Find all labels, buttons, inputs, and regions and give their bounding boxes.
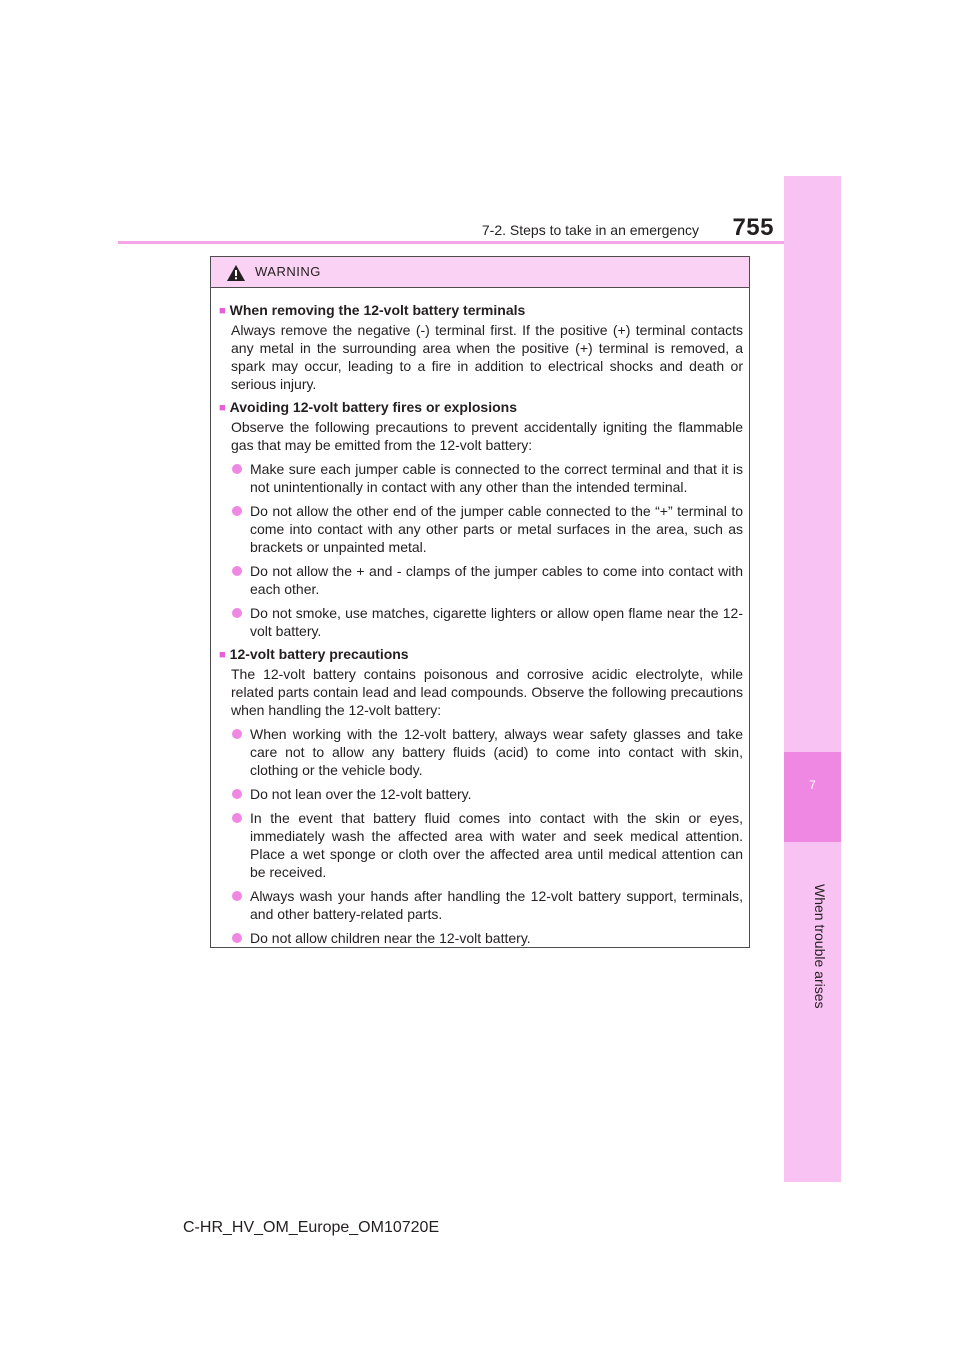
round-bullet-icon <box>232 608 242 618</box>
warning-box <box>210 256 750 948</box>
list-item <box>250 460 743 496</box>
list-item <box>250 887 743 923</box>
section-heading-text: 12-volt battery precautions <box>229 646 409 662</box>
section-heading <box>219 398 743 417</box>
list-item-text: Make sure each jumper cable is connected to the correct terminal and that it is not unintentionally in contact with any other than the intended terminal. <box>250 461 743 495</box>
list-item <box>250 562 743 598</box>
document-id-footer: C-HR_HV_OM_Europe_OM10720E <box>183 1219 440 1236</box>
round-bullet-icon <box>232 729 242 739</box>
list-item <box>250 785 743 803</box>
round-bullet-icon <box>232 506 242 516</box>
warning-label: WARNING <box>255 264 321 279</box>
section-paragraph: The 12-volt battery contains poisonous and corrosive acidic electrolyte, while related parts contain lead and lead compounds. Observe the following precautions when handling the 12-volt battery: <box>231 666 743 718</box>
warning-header <box>211 257 749 288</box>
round-bullet-icon <box>232 566 242 576</box>
list-item-text: In the event that battery fluid comes into contact with the skin or eyes, immediately wash the affected area with water and seek medical attention. Place a wet sponge or cloth over the affected area until medical attention can be received. <box>250 810 743 880</box>
list-item-text: Do not allow children near the 12-volt battery. <box>250 930 531 946</box>
section-paragraph: Always remove the negative (-) terminal first. If the positive (+) terminal contacts any metal in the surrounding area when the positive (+) terminal is removed, a spark may occur, leading to a fire in addition to electrical shocks and death or serious injury. <box>231 322 743 392</box>
warning-triangle-icon <box>226 264 246 287</box>
list-item <box>250 929 743 947</box>
round-bullet-icon <box>232 891 242 901</box>
section-heading-text: Avoiding 12-volt battery fires or explosions <box>229 399 517 415</box>
round-bullet-icon <box>232 789 242 799</box>
list-item <box>250 604 743 640</box>
section-paragraph: Observe the following precautions to prevent accidentally igniting the flammable gas that may be emitted from the 12-volt battery: <box>231 419 743 453</box>
square-bullet-icon: ■ <box>219 649 226 661</box>
list-item-text: Always wash your hands after handling the 12-volt battery support, terminals, and other battery-related parts. <box>250 888 743 922</box>
round-bullet-icon <box>232 813 242 823</box>
round-bullet-icon <box>232 464 242 474</box>
chapter-number: 7 <box>809 778 816 792</box>
square-bullet-icon: ■ <box>219 305 226 317</box>
chapter-title: When trouble arises <box>812 884 828 1009</box>
chapter-side-tab <box>784 176 841 1182</box>
page-number: 755 <box>732 214 774 241</box>
list-item-text: Do not allow the other end of the jumper cable connected to the “+” terminal to come into contact with any other parts or metal surfaces in the area, such as brackets or unpainted metal. <box>250 503 743 555</box>
chapter-number-box <box>784 752 841 842</box>
section-title: 7-2. Steps to take in an emergency <box>481 222 699 238</box>
section-heading <box>219 301 743 320</box>
list-item-text: When working with the 12-volt battery, always wear safety glasses and take care not to allow any battery fluids (acid) to come into contact with skin, clothing or the vehicle body. <box>250 726 743 778</box>
warning-body <box>211 288 749 947</box>
list-item <box>250 502 743 556</box>
list-item-text: Do not lean over the 12-volt battery. <box>250 786 472 802</box>
list-item-text: Do not smoke, use matches, cigarette lighters or allow open flame near the 12-volt battery. <box>250 605 743 639</box>
section-heading <box>219 645 743 664</box>
round-bullet-icon <box>232 933 242 943</box>
list-item <box>250 725 743 779</box>
list-item <box>250 809 743 881</box>
list-item-text: Do not allow the + and - clamps of the jumper cables to come into contact with each other. <box>250 563 743 597</box>
square-bullet-icon: ■ <box>219 402 226 414</box>
section-heading-text: When removing the 12-volt battery terminals <box>229 302 526 318</box>
